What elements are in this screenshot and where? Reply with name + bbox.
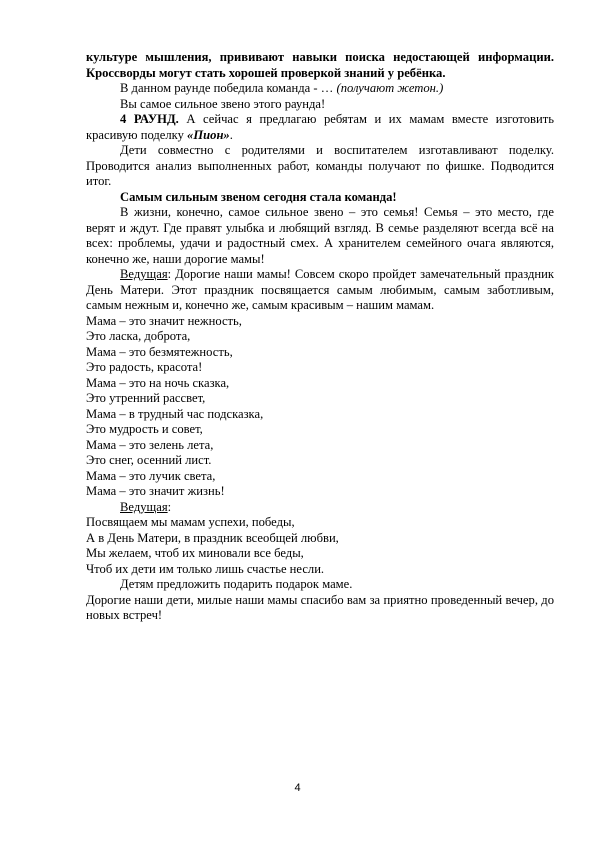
poem-line: Мама – это лучик света, <box>86 468 216 483</box>
host2-label: Ведущая <box>120 499 168 514</box>
farewell-paragraph: Дорогие наши дети, милые наши мамы спасибо вам за приятно проведенный вечер, до новых встреч! <box>86 592 554 622</box>
poem-line: Это радость, красота! <box>86 360 203 374</box>
poem-line: Мама – это зелень лета, <box>86 437 214 452</box>
round4-paragraph <box>86 112 554 143</box>
mother-poem <box>0 314 554 500</box>
round4-text-a: А сейчас я предлагаю ребятам и их мамам вместе изготовить красивую поделку <box>86 112 554 142</box>
round4-text-b: . <box>229 127 233 142</box>
task-paragraph: Дети совместно с родителями и воспитателем изготавливают поделку. Проводится анализ выполненных работ, команды получают по фишке. Подводится итог. <box>86 143 554 188</box>
dedication-line: Посвящаем мы мамам успехи, победы, <box>86 515 295 529</box>
poem-line: Мама – это значит нежность, <box>86 313 242 328</box>
dedication-line: Мы желаем, чтоб их миновали все беды, <box>86 546 304 560</box>
host-label: Ведущая <box>120 267 168 281</box>
poem-line: Мама – в трудный час подсказка, <box>86 406 264 421</box>
round-winner-line <box>86 81 554 97</box>
poem-line: Мама – это безмятежность, <box>86 344 233 359</box>
poem-line: Это ласка, доброта, <box>86 329 191 343</box>
host2-label-colon: : <box>167 499 172 514</box>
host-speech-text: Дорогие наши мамы! Совсем скоро пройдет замечательный праздник День Матери. Этот праздник посвящается самым любимым, самым заботливым, самым нежным и, конечно же, самым красивым – нашим мамам. <box>86 267 554 312</box>
host-speech-paragraph <box>86 267 554 314</box>
round-winner-text: В данном раунде победила команда - … <box>120 81 334 95</box>
poem-line: Мама – это на ночь сказка, <box>86 375 230 390</box>
strong-link-line: Вы самое сильное звено этого раунда! <box>120 96 326 111</box>
dedication-verse <box>86 515 554 577</box>
dedication-line: А в День Матери, в праздник всеобщей любви, <box>86 530 339 545</box>
poem-line: Это мудрость и совет, <box>86 422 203 436</box>
round-winner-note: (получают жетон.) <box>336 81 444 95</box>
poem-line: Это снег, осенний лист. <box>86 453 212 467</box>
host2-line <box>86 500 554 516</box>
dedication-line: Чтоб их дети им только лишь счастье несли. <box>86 561 325 576</box>
strongest-today-line: Самым сильным звеном сегодня стала команда! <box>120 189 397 204</box>
family-paragraph: В жизни, конечно, самое сильное звено – это семья! Семья – это место, где верят и ждут. Где правят улыбка и любящий взгляд. В семье разделяют всегда всё на всех: проблемы, удачи и радостный смех. А хранителем семейного очага являются, конечно же, наши дорогие мамы! <box>86 205 554 266</box>
page-number: 4 <box>294 782 301 794</box>
paragraph-continuation-line1: культуре мышления, прививают навыки поиска недостающей информации. <box>86 50 554 64</box>
host-label-colon: : <box>167 267 172 281</box>
paragraph-continuation-line2: Кроссворды могут стать хорошей проверкой знаний у ребёнка. <box>86 65 446 80</box>
document-page <box>86 50 554 624</box>
round4-craft-name: «Пион» <box>187 127 230 142</box>
round4-title: 4 РАУНД. <box>120 112 179 126</box>
poem-line: Мама – это значит жизнь! <box>86 484 225 498</box>
poem-line: Это утренний рассвет, <box>86 391 206 405</box>
gift-instruction: Детям предложить подарить подарок маме. <box>120 577 353 591</box>
